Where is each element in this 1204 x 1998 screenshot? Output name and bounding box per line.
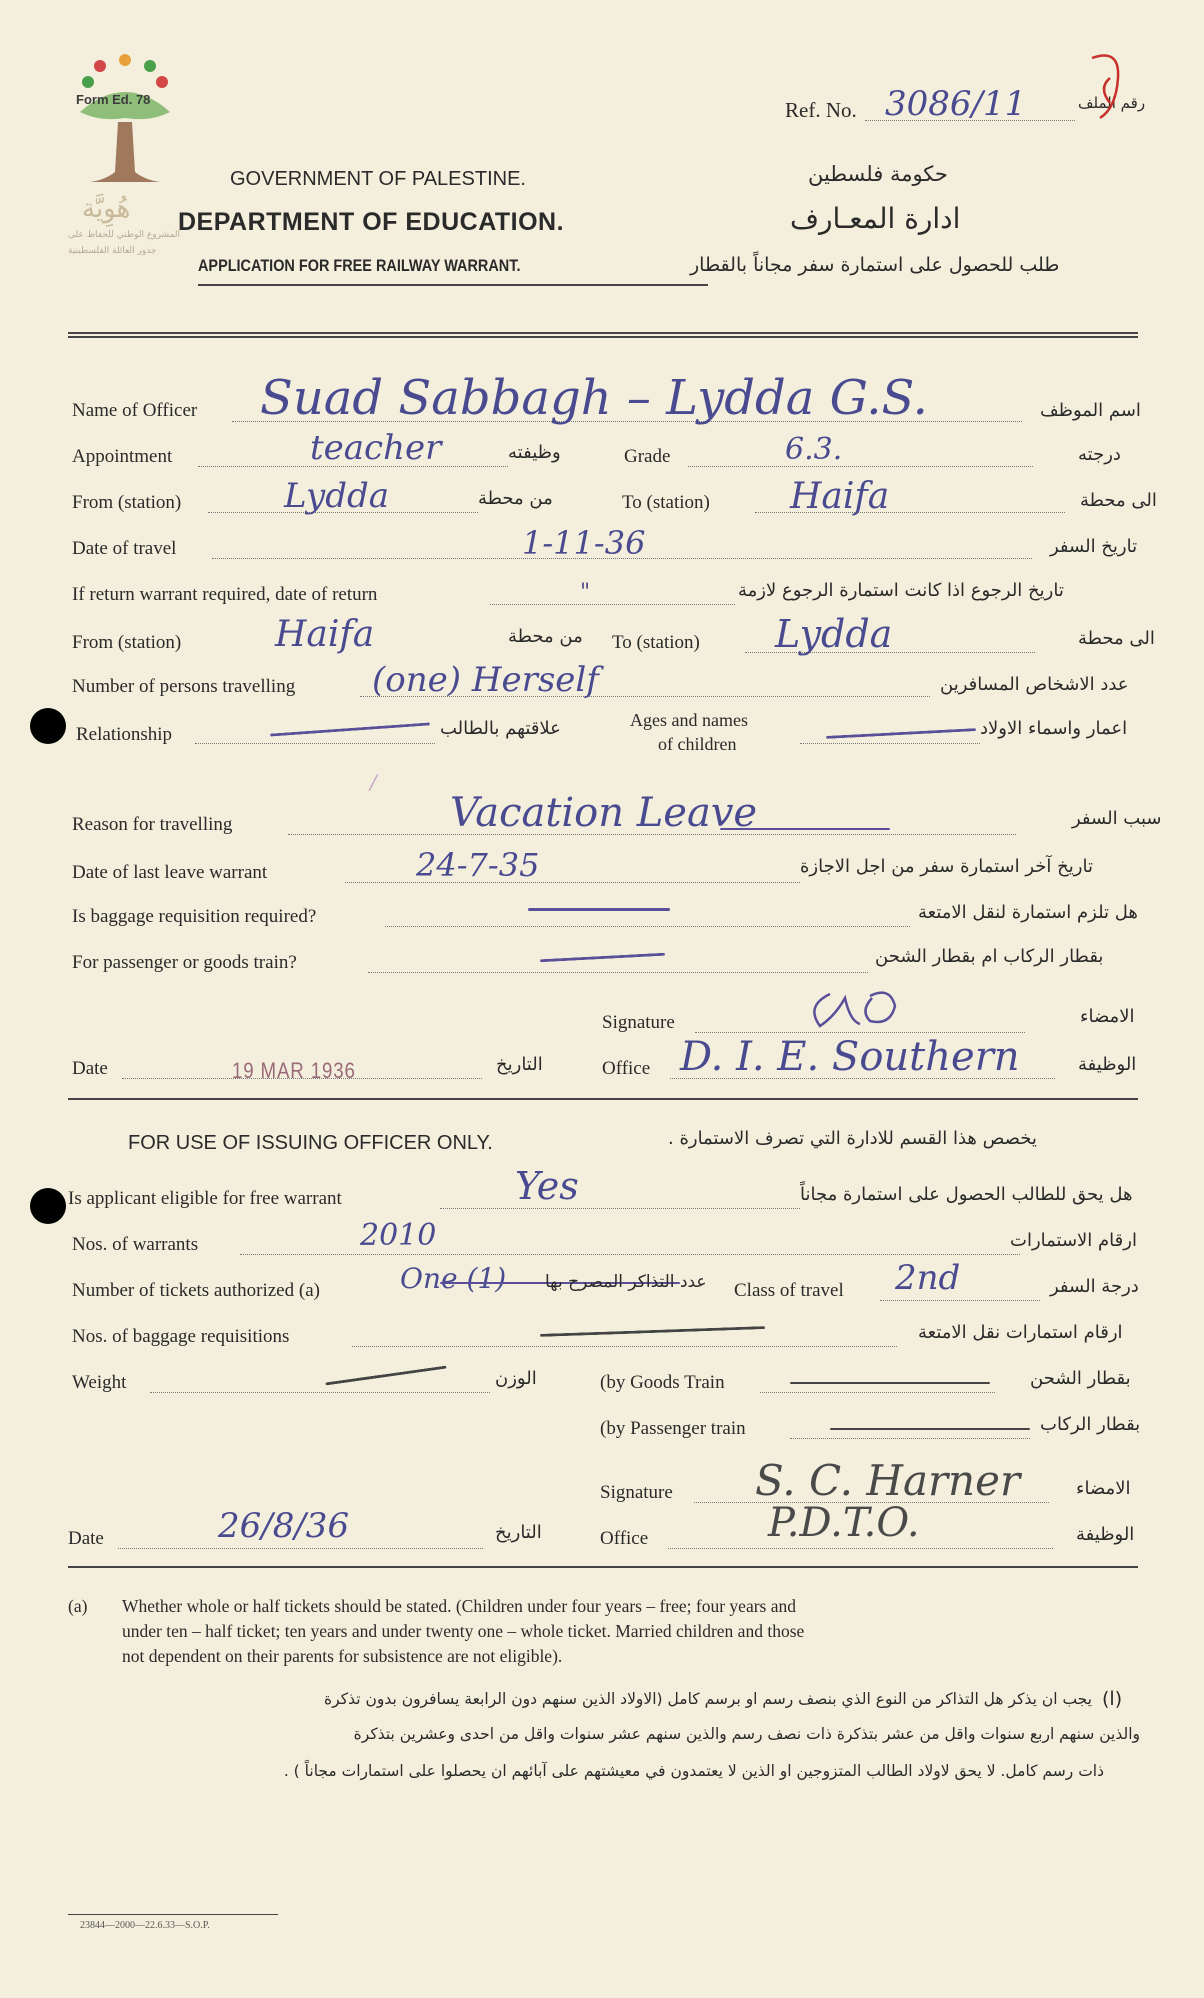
pencil-dash: / — [370, 770, 377, 794]
baggage-req-dash — [540, 1326, 765, 1337]
app-heading-ar: طلب للحصول على استمارة سفر مجاناً بالقطار — [690, 254, 1060, 276]
goods-label: (by Goods Train — [600, 1372, 725, 1393]
class-value: 2nd — [895, 1258, 961, 1298]
eligible-label: Is applicant eligible for free warrant — [68, 1188, 342, 1209]
baggage-req-ar: ارقام استمارات نقل الامتعة — [918, 1322, 1123, 1343]
tickets-label: Number of tickets authorized (a) — [72, 1280, 320, 1301]
dept-heading-ar: ادارة المعـارف — [790, 202, 961, 235]
signature-label: Signature — [602, 1012, 675, 1033]
return-value: " — [580, 580, 591, 605]
eligible-value: Yes — [515, 1164, 579, 1208]
app-heading: APPLICATION FOR FREE RAILWAY WARRANT. — [198, 256, 521, 275]
baggage-dash — [528, 908, 670, 911]
issuer-office-ar: الوظيفة — [1076, 1524, 1135, 1545]
last-leave-ar: تاريخ آخر استمارة سفر من اجل الاجازة — [800, 856, 1093, 877]
issuing-title: FOR USE OF ISSUING OFFICER ONLY. — [128, 1132, 493, 1154]
return-label: If return warrant required, date of return — [72, 584, 378, 605]
watermark-word: هُوِيَّة — [82, 194, 131, 224]
date-travel-value: 1-11-36 — [522, 524, 646, 562]
from-ar: من محطة — [478, 488, 553, 509]
issuer-date-ar: التاريخ — [495, 1522, 542, 1543]
goods-ar: بقطار الشحن — [1030, 1368, 1131, 1389]
signature-mark — [800, 986, 910, 1041]
date-travel-ar: تاريخ السفر — [1050, 536, 1138, 557]
appointment-label: Appointment — [72, 446, 173, 467]
name-value: Suad Sabbagh – Lydda G.S. — [260, 370, 928, 426]
to2-value: Lydda — [775, 612, 893, 656]
warrants-value: 2010 — [360, 1218, 437, 1253]
name-ar: اسم الموظف — [1040, 400, 1141, 421]
from2-ar: من محطة — [508, 626, 583, 647]
baggage-label: Is baggage requisition required? — [72, 906, 317, 927]
issuer-date-label: Date — [68, 1528, 104, 1549]
tickets-ar: عدد التذاكر المصرح بها — [545, 1272, 707, 1292]
grade-label: Grade — [624, 446, 671, 467]
tree-logo-icon — [60, 52, 190, 192]
footnote-ar-1: يجب ان يذكر هل التذاكر من النوع الذي بنصف رسم او برسم كامل (الاولاد الذين سنهم دون الرابعة يسافرون بدون تذكرة — [324, 1690, 1092, 1708]
from-value: Lydda — [284, 476, 389, 516]
issuer-office-label: Office — [600, 1528, 649, 1549]
passenger-label: (by Passenger train — [600, 1418, 746, 1439]
persons-ar: عدد الاشخاص المسافرين — [940, 674, 1129, 695]
grade-value: 6.3. — [785, 432, 843, 467]
watermark-line-1: المشروع الوطني للحفاظ على — [68, 230, 181, 240]
return-ar: تاريخ الرجوع اذا كانت استمارة الرجوع لازمة — [738, 580, 1064, 601]
from-label: From (station) — [72, 492, 182, 513]
reason-label: Reason for travelling — [72, 814, 233, 835]
date-ar: التاريخ — [496, 1054, 543, 1075]
watermark-line-2: جذور العائلة الفلسطينية — [68, 246, 157, 256]
relationship-label: Relationship — [76, 724, 173, 745]
to2-label: To (station) — [612, 632, 700, 653]
goods-dash — [790, 1382, 990, 1384]
class-ar: درجة السفر — [1050, 1276, 1139, 1297]
reason-underline — [720, 828, 890, 830]
baggage-ar: هل تلزم استمارة لنقل الامتعة — [918, 902, 1138, 923]
from2-label: From (station) — [72, 632, 182, 653]
date-stamp: 19 MAR 1936 — [232, 1058, 356, 1083]
weight-dash — [325, 1366, 446, 1386]
watermark-logo — [60, 52, 190, 272]
class-label: Class of travel — [734, 1280, 844, 1301]
dept-heading: DEPARTMENT OF EDUCATION. — [178, 208, 565, 236]
issuing-title-ar: يخصص هذا القسم للادارة التي تصرف الاستمارة . — [668, 1128, 1037, 1149]
reason-value: Vacation Leave — [450, 790, 758, 836]
footnote-ar-marker: (ا) — [1102, 1688, 1123, 1710]
last-leave-label: Date of last leave warrant — [72, 862, 268, 883]
office-ar: الوظيفة — [1078, 1054, 1137, 1075]
train-ar: بقطار الركاب ام بقطار الشحن — [875, 946, 1104, 967]
date-travel-label: Date of travel — [72, 538, 177, 559]
gov-heading-ar: حكومة فلسطين — [808, 162, 948, 186]
relationship-ar: علاقتهم بالطالب — [440, 718, 561, 739]
persons-value: (one) Herself — [372, 660, 599, 700]
from2-value: Haifa — [275, 614, 375, 655]
print-code: 23844—2000—22.6.33—S.O.P. — [80, 1920, 210, 1931]
issuer-signature-value: S. C. Harner — [755, 1456, 1021, 1505]
train-dash — [540, 953, 665, 963]
red-pencil-mark — [1080, 48, 1130, 133]
footnote-marker: (a) — [68, 1596, 88, 1616]
footnote-en-2: under ten – half ticket; ten years and under twenty one – whole ticket. Married children and those — [122, 1621, 805, 1641]
appointment-ar: وظيفته — [508, 442, 561, 463]
grade-ar: درجته — [1078, 444, 1121, 465]
ref-value: 3086/11 — [885, 84, 1027, 124]
ages-dash — [826, 728, 976, 739]
weight-ar: الوزن — [495, 1368, 537, 1389]
warrants-label: Nos. of warrants — [72, 1234, 199, 1255]
footnote-ar-3: ذات رسم كامل. لا يحق لاولاد الطالب المتزوجين او الذين لا يعتمدون في معيشتهم على آبائهم ان يحصلوا على استمارات مجاناً ) . — [283, 1762, 1104, 1780]
relationship-dash — [270, 722, 430, 736]
footnote-en-3: not dependent on their parents for subsistence are not eligible). — [122, 1646, 563, 1666]
office-label: Office — [602, 1058, 651, 1079]
persons-label: Number of persons travelling — [72, 676, 296, 697]
ages-ar: اعمار واسماء الاولاد — [980, 718, 1128, 739]
last-leave-value: 24-7-35 — [416, 846, 540, 884]
passenger-dash — [830, 1428, 1030, 1430]
baggage-req-label: Nos. of baggage requisitions — [72, 1326, 290, 1347]
form-ed-label: Form Ed. 78 — [76, 92, 151, 107]
to-ar: الى محطة — [1080, 490, 1157, 511]
reason-ar: سبب السفر — [1072, 808, 1162, 829]
office-value: D. I. E. Southern — [680, 1034, 1020, 1080]
footnote-en-1: Whether whole or half tickets should be stated. (Children under four years – free; four years and — [122, 1596, 796, 1616]
punch-hole-bottom — [30, 1188, 66, 1224]
gov-heading: GOVERNMENT OF PALESTINE. — [230, 168, 526, 190]
date-label: Date — [72, 1058, 108, 1079]
train-label: For passenger or goods train? — [72, 952, 297, 973]
to2-ar: الى محطة — [1078, 628, 1155, 649]
to-label: To (station) — [622, 492, 710, 513]
warrants-ar: ارقام الاستمارات — [1010, 1230, 1137, 1251]
issuer-office-value: P.D.T.O. — [768, 1500, 920, 1546]
ages-label-2: of children — [658, 734, 737, 754]
signature-ar: الامضاء — [1080, 1006, 1135, 1027]
ref-ar: رقم الملف — [1078, 94, 1146, 112]
issuer-date-value: 26/8/36 — [218, 1506, 350, 1546]
punch-hole-top — [30, 708, 66, 744]
appointment-value: teacher — [310, 428, 442, 468]
eligible-ar: هل يحق للطالب الحصول على استمارة مجاناً — [800, 1184, 1133, 1205]
name-label: Name of Officer — [72, 400, 198, 421]
ref-label: Ref. No. — [785, 98, 857, 122]
issuer-signature-label: Signature — [600, 1482, 673, 1503]
weight-label: Weight — [72, 1372, 127, 1393]
issuer-signature-ar: الامضاء — [1076, 1478, 1131, 1499]
tickets-value: One (1) — [400, 1262, 507, 1295]
passenger-ar: بقطار الركاب — [1040, 1414, 1141, 1435]
to-value: Haifa — [790, 476, 890, 517]
footnote-ar-2: والذين سنهم اربع سنوات واقل من عشر بتذكرة ذات نصف رسم والذين سنهم عشر سنوات واقل من احدى وعشرين بتذكرة — [353, 1725, 1140, 1743]
ages-label-1: Ages and names — [630, 710, 748, 730]
